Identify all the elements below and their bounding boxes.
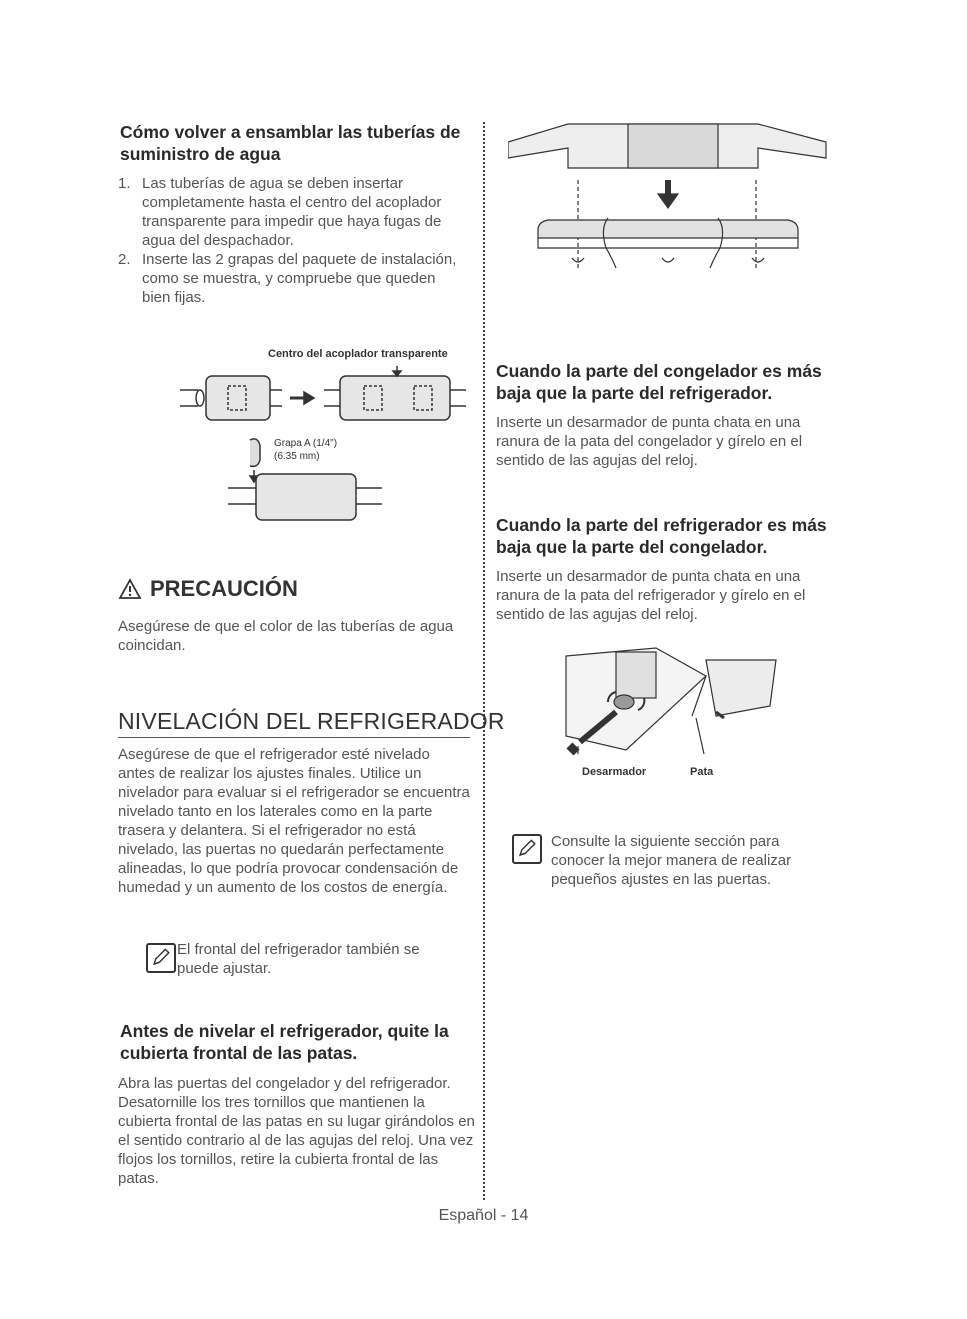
label-clip-size: (6.35 mm) [274, 451, 320, 462]
section-heading-reassemble: Cómo volver a ensamblar las tuberías de suministro de agua [120, 122, 461, 164]
section-heading-before-leveling: Antes de nivelar el refrigerador, quite la cubierta frontal de las patas. [120, 1021, 449, 1063]
note-icon [512, 834, 542, 864]
label-leg: Pata [690, 766, 714, 778]
caution-heading [118, 576, 298, 602]
leg-cover-illustration [508, 118, 828, 278]
page-number: Español - 14 [438, 1207, 529, 1224]
label-coupler-center: Centro del acoplador transparente [268, 348, 448, 360]
right-note: Consulte la siguiente sección para conocer la mejor manera de realizar pequeños ajustes en las puertas. [551, 833, 792, 888]
label-clip: Grapa A (1/4") [274, 438, 338, 449]
column-divider [483, 122, 485, 1200]
text-freezer-lower: Inserte un desarmador de punta chata en una ranura de la pata del congelador y gírelo en el sentido de las agujas del reloj. [496, 414, 803, 469]
heading-freezer-lower: Cuando la parte del congelador es más baja que la parte del refrigerador. [496, 361, 822, 403]
screwdriver-illustration [556, 646, 786, 756]
list-item: 1. Las tuberías de agua se deben insertar completamente hasta el centro del acoplador transparente para impedir que haya fugas de agua del despachador. [118, 175, 442, 249]
steps-list [118, 174, 468, 307]
before-paragraph: Abra las puertas del congelador y del refrigerador. Desatornille los tres tornillos que mantienen la cubierta frontal de las patas en su lugar girándolos en el sentido contrario al de las agujas del reloj. Una vez flojos los tornillos, retire la cubierta frontal de las patas. [118, 1075, 475, 1187]
caution-text: Asegúrese de que el color de las tuberías de agua coincidan. [118, 618, 454, 654]
warning-icon [118, 578, 142, 600]
text-fridge-lower: Inserte un desarmador de punta chata en una ranura de la pata del refrigerador y gírelo en el sentido de las agujas del reloj. [496, 568, 806, 623]
leveling-note: El frontal del refrigerador también se puede ajustar. [177, 941, 420, 977]
note-icon [146, 943, 176, 973]
caution-title: PRECAUCIÓN [150, 576, 298, 601]
title-underline [118, 737, 470, 738]
leveling-paragraph: Asegúrese de que el refrigerador esté nivelado antes de realizar los ajustes finales. Utilice un nivelador para evaluar si el refrigerador se encuentra nivelado tanto en los laterales como en la parte trasera y delantera. Si el refrigerador no está nivelado, las puertas no quedarán perfectamente alineadas, lo que podría provocar condensación de humedad y un aumento de los costos de energía. [118, 746, 470, 896]
heading-fridge-lower: Cuando la parte del refrigerador es más baja que la parte del congelador. [496, 515, 827, 557]
leveling-title: NIVELACIÓN DEL REFRIGERADOR [118, 708, 505, 734]
label-screwdriver: Desarmador [582, 766, 647, 778]
list-item: 2. Inserte las 2 grapas del paquete de instalación, como se muestra, y compruebe que queden bien fijas. [118, 251, 457, 306]
